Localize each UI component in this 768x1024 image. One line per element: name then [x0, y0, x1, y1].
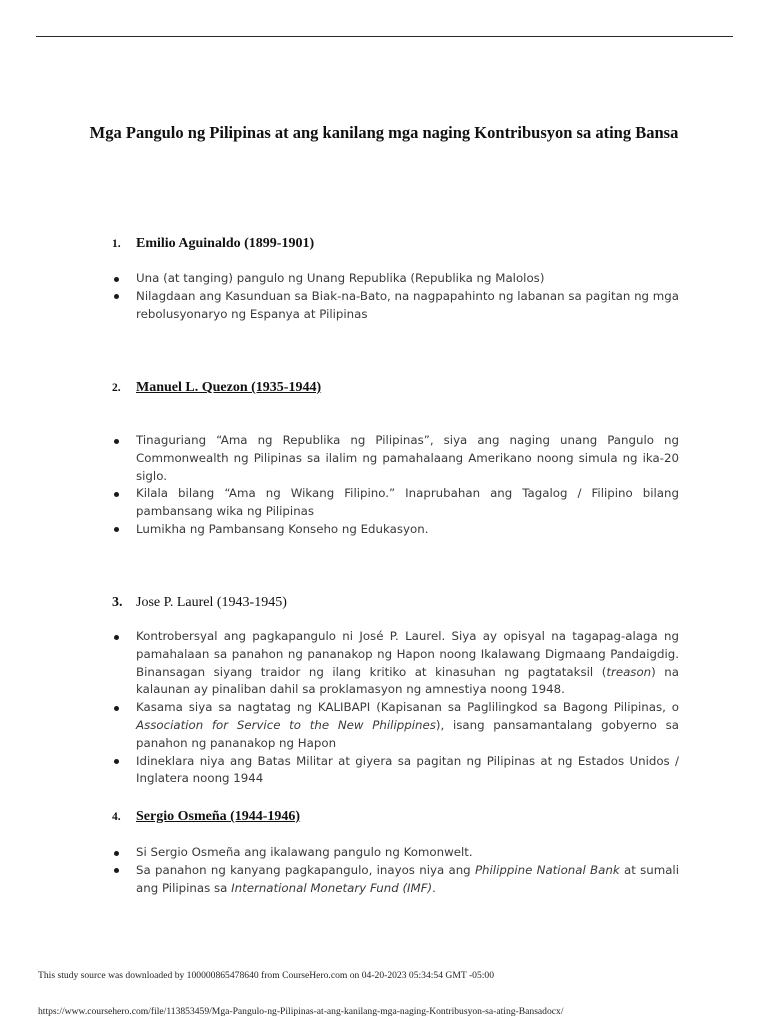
section-number: 4. — [112, 811, 121, 823]
list-item-italic: treason — [606, 664, 652, 679]
header-rule — [36, 36, 733, 37]
section-number: 2. — [112, 382, 121, 394]
list-item-text: Kontrobersyal ang pagkapangulo ni José P. Laurel. Siya ay opisyal na tagapag-alaga ng pamahalaan sa panahon ng pananakop ng Hapon noong Ikalawang Digmaang Pandaigdig. Binansagan siyang traidor ng ilang kritiko at kinasuhan ng pagtataksil ( — [136, 629, 679, 679]
list-item-text: ), isang pansamantalang gobyerno sa panahon ng pananakop ng Hapon — [136, 717, 679, 750]
list-item — [113, 628, 679, 699]
bullet-list-osmena — [113, 844, 679, 897]
list-item-text: at sumali ang Pilipinas sa — [136, 862, 679, 895]
list-item: Lumikha ng Pambansang Konseho ng Edukasyon. — [113, 521, 679, 539]
list-item-text: ) na kalaunan ay pinaliban dahil sa proklamasyon ng amnestiya noong 1948. — [136, 664, 680, 697]
list-item: Idineklara niya ang Batas Militar at giyera sa pagitan ng Pilipinas at ng Estados Unidos / Inglatera noong 1944 — [113, 753, 679, 789]
bullet-list-quezon — [113, 432, 679, 539]
section-heading-laurel — [112, 594, 287, 612]
list-item: Nilagdaan ang Kasunduan sa Biak-na-Bato, na nagpapahinto ng labanan sa pagitan ng mga rebolusyonaryo ng Espanya at Pilipinas — [113, 288, 679, 324]
section-number: 1. — [112, 238, 121, 250]
list-item: Una (at tanging) pangulo ng Unang Republika (Republika ng Malolos) — [113, 270, 679, 288]
section-heading-aguinaldo — [112, 235, 314, 253]
section-title: Manuel L. Quezon (1935-1944) — [136, 380, 322, 395]
section-heading-osmena — [112, 808, 300, 826]
section-title: Jose P. Laurel (1943-1945) — [136, 595, 287, 610]
list-item-text: . — [432, 880, 436, 895]
list-item: Si Sergio Osmeña ang ikalawang pangulo ng Komonwelt. — [113, 844, 679, 862]
list-item — [113, 862, 679, 898]
section-number: 3. — [112, 595, 123, 610]
list-item — [113, 699, 679, 752]
section-title: Sergio Osmeña (1944-1946) — [136, 809, 301, 824]
download-notice: This study source was downloaded by 100000865478640 from CourseHero.com on 04-20-2023 05:34:54 GMT -05:00 — [38, 970, 495, 981]
list-item-text: Kasama siya sa nagtatag ng KALIBAPI (Kapisanan sa Paglilingkod sa Bagong Pilipinas, o — [136, 700, 679, 715]
list-item: Tinaguriang “Ama ng Republika ng Pilipinas”, siya ang naging unang Pangulo ng Commonwealth ng Pilipinas sa ilalim ng pamahalaang Amerikano noong simula ng ika-20 siglo. — [113, 432, 679, 485]
list-item-text: Sa panahon ng kanyang pagkapangulo, inayos niya ang — [136, 862, 475, 877]
section-heading-quezon — [112, 379, 321, 397]
list-item-italic: International Monetary Fund (IMF) — [231, 880, 433, 895]
bullet-list-aguinaldo — [113, 270, 679, 323]
bullet-list-laurel — [113, 628, 679, 788]
source-url[interactable]: https://www.coursehero.com/file/113853459/Mga-Pangulo-ng-Pilipinas-at-ang-kanilang-mga-naging-Kontribusyon-sa-ating-Bansadocx/ — [38, 1006, 564, 1017]
list-item-italic: Philippine National Bank — [474, 862, 620, 877]
document-title: Mga Pangulo ng Pilipinas at ang kanilang mga naging Kontribusyon sa ating Bansa — [89, 123, 679, 142]
section-title: Emilio Aguinaldo (1899-1901) — [136, 236, 315, 251]
list-item-italic: Association for Service to the New Philippines — [136, 717, 436, 732]
list-item: Kilala bilang “Ama ng Wikang Filipino.” Inaprubahan ang Tagalog / Filipino bilang pambansang wika ng Pilipinas — [113, 485, 679, 521]
